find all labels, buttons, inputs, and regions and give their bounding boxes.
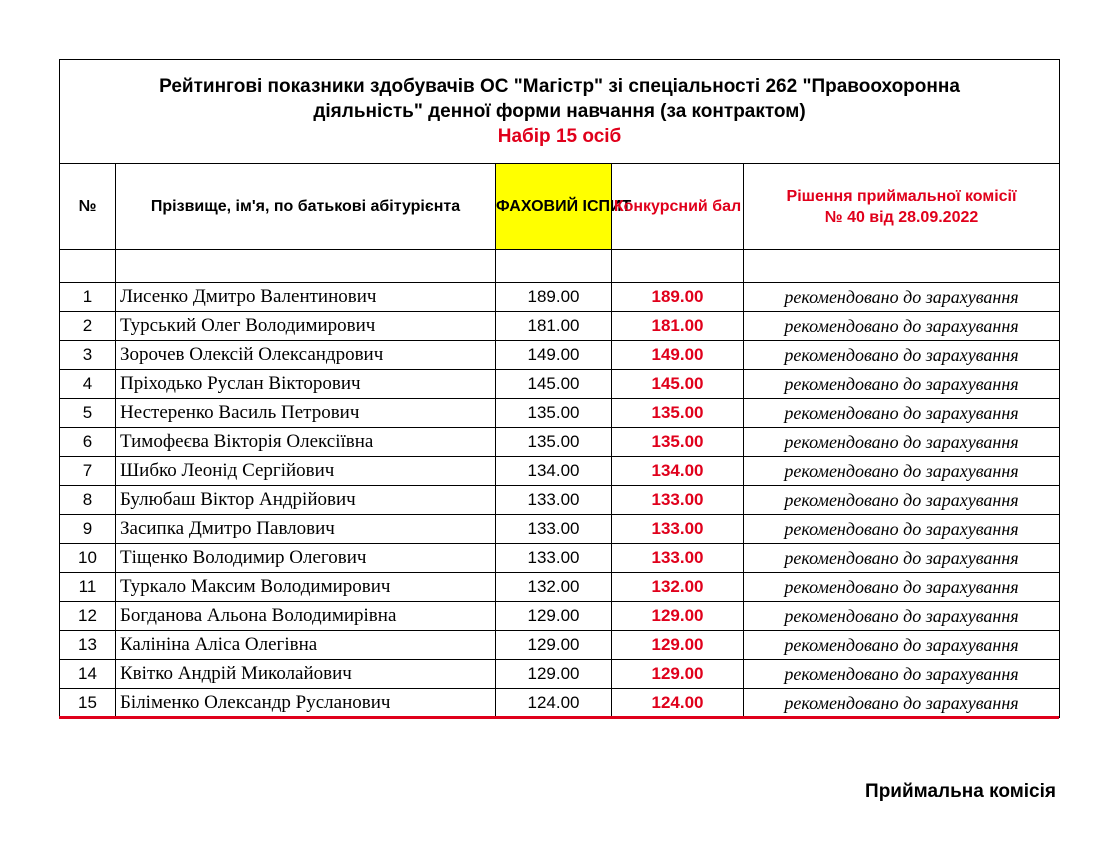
cell-name: Біліменко Олександр Русланович [116,689,496,718]
cell-exam: 129.00 [496,602,612,631]
cell-score: 135.00 [612,399,744,428]
cell-exam: 129.00 [496,631,612,660]
table-row [60,457,1060,486]
cell-name: Нестеренко Василь Петрович [116,399,496,428]
cell-score: 133.00 [612,515,744,544]
spacer-cell [60,250,116,283]
cell-exam: 135.00 [496,399,612,428]
header-decision-line-1: Рішення приймальної комісії [786,187,1017,205]
cell-decision: рекомендовано до зарахування [744,573,1060,602]
table-row [60,602,1060,631]
cell-exam: 189.00 [496,283,612,312]
cell-score: 135.00 [612,428,744,457]
header-name: Прізвище, ім'я, по батькові абітурієнта [116,164,496,250]
table-row [60,370,1060,399]
footer-commission: Приймальна комісія [865,781,1056,802]
cell-num: 14 [60,660,116,689]
rating-table [59,59,1060,718]
table-row [60,312,1060,341]
header-decision [744,164,1060,250]
spacer-cell [496,250,612,283]
bottom-red-rule [59,716,1059,719]
cell-decision: рекомендовано до зарахування [744,602,1060,631]
cell-exam: 133.00 [496,515,612,544]
rating-sheet [59,59,1059,718]
header-exam: ФАХОВИЙ ІСПИТ [496,164,612,250]
table-row [60,515,1060,544]
cell-name: Лисенко Дмитро Валентинович [116,283,496,312]
cell-num: 5 [60,399,116,428]
cell-score: 132.00 [612,573,744,602]
cell-name: Шибко Леонід Сергійович [116,457,496,486]
table-row [60,341,1060,370]
cell-num: 15 [60,689,116,718]
cell-exam: 149.00 [496,341,612,370]
cell-score: 129.00 [612,631,744,660]
cell-score: 133.00 [612,486,744,515]
cell-decision: рекомендовано до зарахування [744,689,1060,718]
title-line-1: Рейтингові показники здобувачів ОС "Магістр" зі спеціальності 262 "Правоохоронна [159,76,960,97]
cell-num: 7 [60,457,116,486]
cell-decision: рекомендовано до зарахування [744,544,1060,573]
cell-num: 6 [60,428,116,457]
cell-decision: рекомендовано до зарахування [744,457,1060,486]
table-row [60,399,1060,428]
cell-score: 124.00 [612,689,744,718]
cell-decision: рекомендовано до зарахування [744,341,1060,370]
cell-num: 3 [60,341,116,370]
table-row [60,428,1060,457]
cell-exam: 133.00 [496,486,612,515]
cell-exam: 133.00 [496,544,612,573]
cell-exam: 124.00 [496,689,612,718]
cell-name: Калініна Аліса Олегівна [116,631,496,660]
cell-num: 13 [60,631,116,660]
title-line-2: діяльність" денної форми навчання (за контрактом) [313,101,806,122]
spacer-cell [612,250,744,283]
spacer-cell [744,250,1060,283]
cell-exam: 181.00 [496,312,612,341]
cell-decision: рекомендовано до зарахування [744,370,1060,399]
document-title [60,60,1060,164]
cell-exam: 132.00 [496,573,612,602]
spacer-row [60,250,1060,283]
cell-name: Пріходько Руслан Вікторович [116,370,496,399]
cell-exam: 135.00 [496,428,612,457]
header-num: № [60,164,116,250]
cell-name: Туркало Максим Володимирович [116,573,496,602]
table-row [60,544,1060,573]
table-row [60,283,1060,312]
cell-decision: рекомендовано до зарахування [744,515,1060,544]
table-row [60,660,1060,689]
cell-num: 12 [60,602,116,631]
cell-name: Тіщенко Володимир Олегович [116,544,496,573]
table-row [60,486,1060,515]
table-row [60,689,1060,718]
spacer-cell [116,250,496,283]
cell-exam: 134.00 [496,457,612,486]
cell-num: 1 [60,283,116,312]
cell-name: Тимофеєва Вікторія Олексіївна [116,428,496,457]
cell-score: 181.00 [612,312,744,341]
title-row [60,60,1060,164]
table-row [60,573,1060,602]
cell-exam: 129.00 [496,660,612,689]
cell-score: 133.00 [612,544,744,573]
cell-name: Булюбаш Віктор Андрійович [116,486,496,515]
cell-name: Турський Олег Володимирович [116,312,496,341]
cell-score: 129.00 [612,602,744,631]
cell-num: 10 [60,544,116,573]
cell-score: 149.00 [612,341,744,370]
cell-decision: рекомендовано до зарахування [744,660,1060,689]
cell-decision: рекомендовано до зарахування [744,312,1060,341]
cell-num: 2 [60,312,116,341]
header-score: Конкурсний бал [612,164,744,250]
cell-decision: рекомендовано до зарахування [744,631,1060,660]
cell-decision: рекомендовано до зарахування [744,283,1060,312]
header-row [60,164,1060,250]
cell-num: 4 [60,370,116,399]
cell-exam: 145.00 [496,370,612,399]
document-subtitle: Набір 15 осіб [497,126,622,147]
cell-decision: рекомендовано до зарахування [744,428,1060,457]
cell-score: 189.00 [612,283,744,312]
header-decision-line-2: № 40 від 28.09.2022 [824,208,979,226]
cell-name: Засипка Дмитро Павлович [116,515,496,544]
cell-decision: рекомендовано до зарахування [744,399,1060,428]
table-row [60,631,1060,660]
cell-name: Зорочев Олексій Олександрович [116,341,496,370]
cell-name: Богданова Альона Володимирівна [116,602,496,631]
cell-num: 11 [60,573,116,602]
cell-score: 145.00 [612,370,744,399]
cell-num: 8 [60,486,116,515]
cell-name: Квітко Андрій Миколайович [116,660,496,689]
cell-num: 9 [60,515,116,544]
cell-score: 134.00 [612,457,744,486]
cell-score: 129.00 [612,660,744,689]
table-body [60,283,1060,718]
cell-decision: рекомендовано до зарахування [744,486,1060,515]
